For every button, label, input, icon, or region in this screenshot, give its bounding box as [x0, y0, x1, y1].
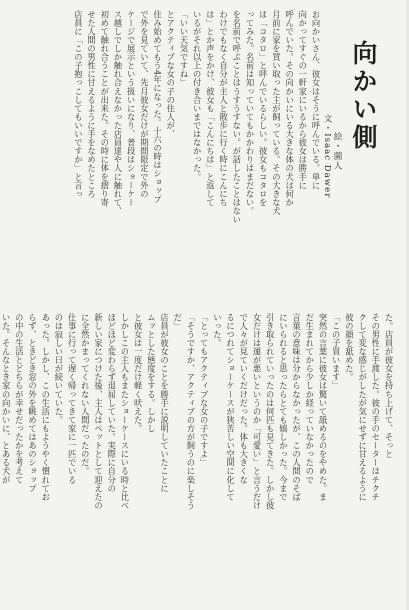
text-column: 突然の言葉に彼女は驚いて舐めるのをやめた。ま	[317, 313, 328, 502]
text-column: いるがそれ以上の付き合いまではなかった。	[192, 10, 203, 181]
text-column: お向かいさん、彼女はそうに呼んでいる。単に	[311, 10, 321, 190]
text-column: と彼女は一度だけ軽く吠えた。	[133, 313, 144, 433]
text-column: ムッとした態度をする。しかし	[146, 313, 157, 433]
text-column: 引き取られていったのは何匹も見てきた。しかし彼	[265, 313, 276, 510]
text-column: ほどほど変わらず退屈していた。実際に自分の	[106, 313, 117, 493]
text-column: 新しい家につけた後、主人はペットとして迎えたの	[93, 313, 104, 510]
text-column: は「コタロ」と呼んでいるらしい。彼女もコタロを	[258, 10, 269, 207]
text-column: 住み始めてもう4年になった。十六の時はショップ	[152, 10, 163, 204]
upper-text-block	[22, 10, 322, 306]
lower-text-block	[1, 313, 395, 595]
text-column: 「そうですか、アクティブの方が飼うのに楽しそう	[185, 313, 196, 510]
text-column: だ」	[172, 313, 183, 331]
text-column: とアクティブな女の子の住人が、	[165, 10, 176, 139]
text-column: 「とってもアクティブな女の子ですよ」	[199, 313, 210, 467]
text-column: を名前で呼ぶことはうすうすない。が話したことはない	[231, 10, 242, 224]
text-column: しかしこの主人もまたショーケースにいる時と比べ	[119, 313, 130, 510]
text-column: いた。そんなとき家の向かいに、とある犬が	[1, 313, 12, 484]
illustrator-credit: 絵・薗人	[332, 132, 342, 171]
text-column: ってみた。名前は知っていてもかかわりはまだない。	[244, 10, 255, 216]
text-column: 女だけは運が悪いというのか「可愛い」と言うだけ	[251, 313, 262, 510]
text-column: 言葉の意味は分からなかったが、この人間のそば	[291, 313, 302, 502]
text-column: だ生まれてから少しか経っていなかったので	[304, 313, 315, 484]
text-column: 初めて触れ合うことが出来た。その時に体を摺り寄	[99, 10, 110, 207]
text-column: 彼の顔を舐めた。	[344, 313, 355, 382]
text-column: は」とか声をかけ、彼女も「こんにちは」と返して	[205, 10, 216, 207]
text-column: 店員が彼女のことを勝手に説明していたことに	[159, 313, 170, 493]
text-column: 向かってすぐの一軒家にいるから彼女は勝手に	[297, 10, 308, 190]
text-column: ケージで展示という扱いになり、普段はショーケー	[126, 10, 137, 207]
text-column: のは寂しい日が続いていた。	[53, 313, 64, 425]
text-column: わけでもなく自分が主人と散歩に行く時にこんにち	[218, 10, 229, 207]
text-column: で人々が見ていくだけだった。体も大きくな	[238, 313, 249, 484]
text-column: 仕事に行って遅く帰ってきて家に一匹でいる	[67, 313, 78, 484]
text-column: 月前に家を買い取った主が飼っている。その大きな犬	[271, 10, 282, 216]
text-column: るにつれてショーケースが狭苦しい空間に化して	[225, 313, 236, 502]
text-column: にいられると思ったらとても嬉しかった。今まで	[278, 313, 289, 502]
text-column: 「この子買います」	[331, 313, 342, 390]
text-column: の中の生活とどちらが幸せだったかを考えて	[14, 313, 25, 484]
text-column: に全然かまってくれない人間だったのだ。	[80, 313, 91, 476]
text-column: 「いい天気ですね」	[178, 10, 189, 87]
text-column: いった。	[212, 313, 223, 348]
text-column: その男性に手渡した。彼の手のセーターはチクチ	[370, 313, 381, 502]
author-credit: 文・Isaac Dawer	[322, 114, 332, 199]
text-column: クして変な感じがしたが気にせずに甘えるように	[357, 313, 368, 502]
text-column: で外を見ていて、先月彼女だけが期間限定で外の	[139, 10, 150, 199]
text-column: た。店員が彼女を持ち上げて、そっと	[384, 313, 394, 459]
story-title: 向かい側	[349, 40, 378, 152]
text-column: 店員に「この子抱っこしてもいいですか」と言っ	[73, 10, 84, 199]
text-column: 呼んでいた。その向かいにいる大きな体の犬は何か	[284, 10, 295, 207]
text-column: あった。しかし、この生活にもようやく慣れてお	[40, 313, 51, 502]
text-column: せた人間の男性に甘えるように手をなめたところ	[86, 10, 97, 199]
text-column: ス越しでしか触れ合えなかった店員達や人に触れて、	[112, 10, 123, 216]
text-column: らず、ときどき窓の外を眺めてはあのショップ	[27, 313, 38, 493]
